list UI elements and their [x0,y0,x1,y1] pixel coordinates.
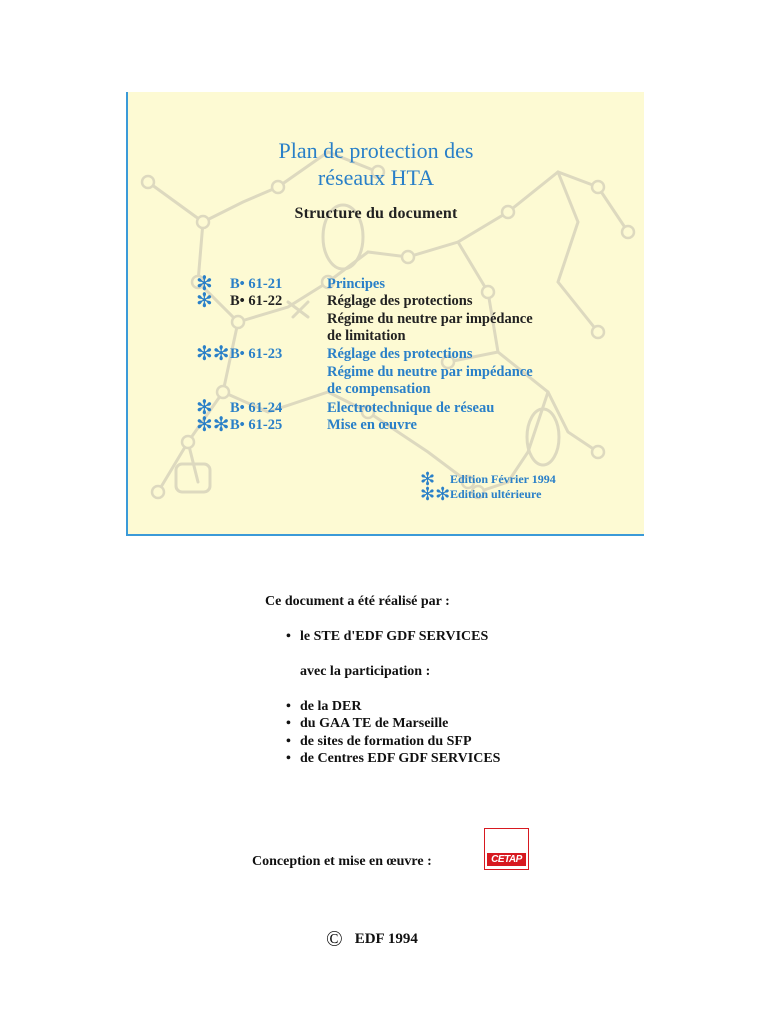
title-line-1: Plan de protection des [278,138,474,163]
credits-participation-heading: avec la participation : [300,664,431,679]
participant-item: • de Centres EDF GDF SERVICES [286,751,500,767]
document-subtitle: Structure du document [294,205,458,222]
cetap-logo-text: CETAP [487,853,526,866]
document-code: B• 61-25 [230,417,283,433]
asterisk-icon: ✻ [196,397,213,419]
asterisk-icon: ✻ [196,273,213,295]
document-code: B• 61-22 [230,293,283,309]
document-label-line-2: Régime du neutre par impédance [327,363,533,380]
participant-item: • de sites de formation du SFP [286,734,472,750]
asterisk-icon: ✻ [196,290,213,312]
document-label-line-3: de compensation [327,381,431,397]
cetap-logo [484,828,529,870]
conception-credit: Conception et mise en œuvre : [252,854,432,869]
document-label: Mise en œuvre [327,417,417,433]
cover-panel [126,92,644,536]
asterisk-icon: ✻ [420,469,436,489]
document-code: B• 61-21 [230,276,283,292]
copyright-line [326,926,418,952]
legend-text: Edition Février 1994 [450,472,556,486]
document-label: Réglage des protections [327,293,473,309]
double-asterisk-icon: ✻✻ [420,484,451,504]
document-code: B• 61-24 [230,400,283,416]
title-line-2: réseaux HTA [317,165,435,190]
credits-author: • le STE d'EDF GDF SERVICES [286,629,488,645]
document-label-line-3: de limitation [327,328,406,344]
credits-intro: Ce document a été réalisé par : [265,594,450,609]
document-title [128,137,624,191]
legend-text: Edition ultérieure [450,487,542,501]
participant-item: • de la DER [286,699,361,715]
document-label: Principes [327,276,385,292]
copyright-icon: © [326,926,343,951]
document-label: Electrotechnique de réseau [327,400,495,416]
document-code: B• 61-23 [230,346,283,362]
document-label: Réglage des protections [327,346,473,362]
double-asterisk-icon: ✻✻ [196,343,230,365]
participant-item: • du GAA TE de Marseille [286,716,448,732]
double-asterisk-icon: ✻✻ [196,414,230,436]
document-label-line-2: Régime du neutre par impédance [327,310,533,327]
copyright-text: EDF 1994 [354,931,418,947]
